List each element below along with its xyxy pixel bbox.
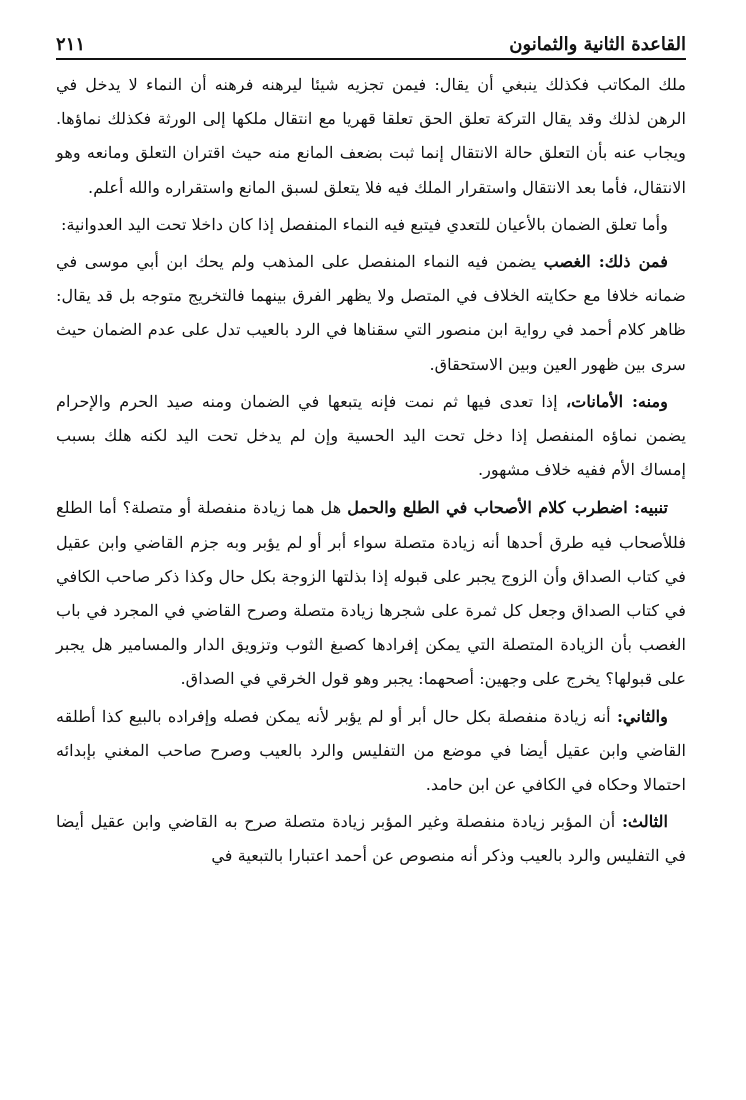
running-title: القاعدة الثانية والثمانون <box>509 34 686 55</box>
paragraph-lead: تنبيه: اضطرب كلام الأصحاب في الطلع والحمل <box>347 498 669 518</box>
paragraph-text: إذا تعدى فيها ثم نمت فإنه يتبعها في الضمان ومنه صيد الحرم والإحرام يضمن نماؤه المنفصل إذا دخل تحت اليد الحسية وإن لم يدخل تحت اليد لكنه هلك بسبب إمساك الأم ففيه خلاف مشهور. <box>56 391 686 480</box>
paragraph-lead: الثالث: <box>621 812 668 832</box>
paragraph-2 <box>56 208 686 242</box>
paragraph-text: وأما تعلق الضمان بالأعيان للتعدي فيتبع فيه النماء المنفصل إذا كان داخلا تحت اليد العدوانية: <box>61 214 668 234</box>
paragraph-text: أنه زيادة منفصلة بكل حال أبر أو لم يؤبر لأنه يمكن فصله وإفراده بالبيع كذا أطلقه القاضي وابن عقيل أيضا في موضع من التفليس والرد بالعيب وصرح صاحب المغني بإبدائه احتمالا وحكاه في الكافي عن ابن حامد. <box>56 706 686 795</box>
paragraph-amanat <box>56 385 686 488</box>
paragraph-lead: فمن ذلك: الغصب <box>543 252 668 272</box>
paragraph-lead: والثاني: <box>616 706 668 726</box>
paragraph-ghasb <box>56 245 686 382</box>
paragraph-text: يضمن فيه النماء المنفصل على المذهب ولم يحك ابن أبي موسى في ضمانه خلافا مع حكايته الخلاف في المتصل ولا يظهر الفرق بينهما فالتخريج متوجه بل قد يقال: ظاهر كلام أحمد في رواية ابن منصور التي سقناها في الرد بالعيب تدل على عدم الضمان حيث سرى بين ظهور العين وبين الاستحقاق. <box>56 252 686 374</box>
paragraph-tanbih <box>56 491 686 696</box>
paragraph-1 <box>56 68 686 205</box>
page-number: ٢١١ <box>56 34 86 55</box>
paragraph-text: أن المؤبر زيادة منفصلة وغير المؤبر زيادة متصلة صرح به القاضي وابن عقيل أيضا في التفليس والرد بالعيب وذكر أنه منصوص عن أحمد اعتبارا بالتبعية في <box>56 812 686 866</box>
paragraph-third <box>56 805 686 873</box>
page-body <box>56 68 686 877</box>
paragraph-second <box>56 700 686 803</box>
page-header <box>56 30 686 60</box>
paragraph-text: ملك المكاتب فكذلك ينبغي أن يقال: فيمن تجزيه شيئا ليرهنه فرهنه أن النماء لا يدخل في الرهن لذلك وقد يقال التركة تعلق الحق تعلقا قهريا مع انتقال ملكها إلى الورثة فكذلك نماؤها. ويجاب عنه بأن التعلق حالة الانتقال إنما ثبت بضعف المانع منه حيث اقتران التعلق ومانعه وهو الانتقال، فأما بعد الانتقال واستقرار الملك فيه فلا يتعلق لسبق المانع واستقراره والله أعلم. <box>56 75 686 197</box>
paragraph-lead: ومنه: الأمانات، <box>565 391 668 411</box>
paragraph-text: هل هما زيادة منفصلة أو متصلة؟ أما الطلع فللأصحاب فيه طرق أحدها أنه زيادة متصلة سواء أبر أو لم يؤبر وبه جزم القاضي وابن عقيل في كتاب الصداق وأن الزوج يجبر على قبوله إذا بذلتها الزوجة بكل حال وكذا ذكر صاحب الكافي في كتاب الصداق وجعل كل ثمرة على شجرها زيادة متصلة وصرح القاضي في المجرد في باب الغصب بأن الزيادة المتصلة التي يمكن إفرادها كصبغ الثوب وتزويق الدار والمسامير هل يجبر على قبولها؟ يخرج على وجهين: أصحهما: يجبر وهو قول الخرقي في الصداق. <box>56 498 686 689</box>
